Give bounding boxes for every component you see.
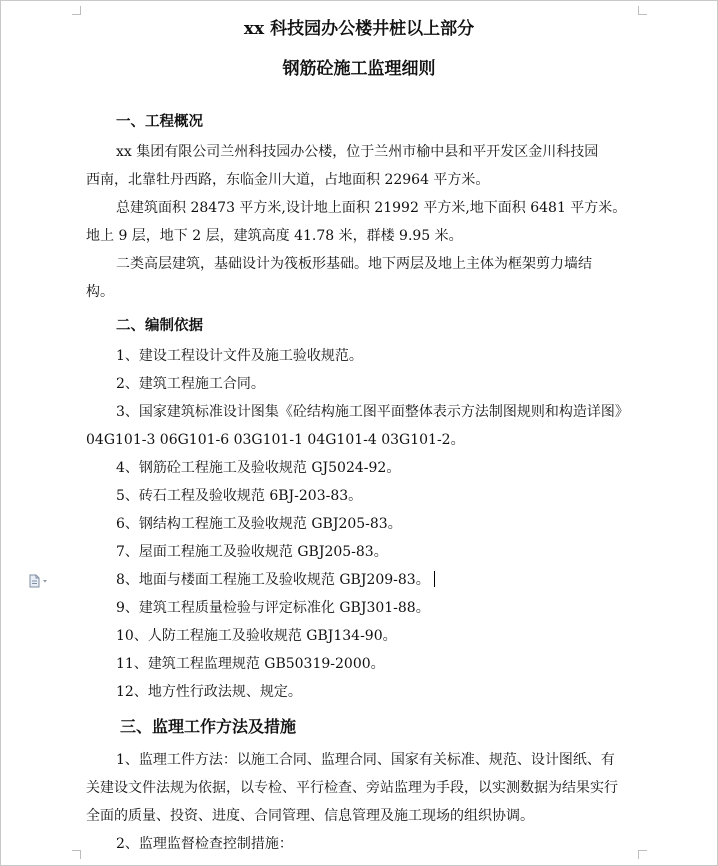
- paragraph-line: 2、监理监督检查控制措施：: [116, 836, 293, 852]
- list-item: 04G101-3 06G101-6 03G101-1 04G101-4 03G101-2。: [86, 432, 465, 448]
- list-item: 7、屋面工程施工及验收规范 GBJ205-83。: [116, 544, 388, 560]
- margin-corner-mark: [72, 850, 81, 859]
- list-item-with-cursor[interactable]: [116, 570, 646, 590]
- section-heading-basis: 二、编制依据: [116, 317, 203, 334]
- paragraph-line: 关建设文件法规为依据，以专检、平行检查、旁站监理为手段，以实测数据为结果实行: [86, 780, 618, 796]
- list-item-text: 8、地面与楼面工程施工及验收规范 GBJ209-83。: [116, 572, 430, 588]
- list-item: 6、钢结构工程施工及验收规范 GBJ205-83。: [116, 516, 402, 532]
- list-item: 10、人防工程施工及验收规范 GBJ134-90。: [116, 628, 397, 644]
- paragraph-line: xx 集团有限公司兰州科技园办公楼，位于兰州市榆中县和平开发区金川科技园: [116, 144, 599, 160]
- paragraph-line: 总建筑面积 28473 平方米,设计地上面积 21992 平方米,地下面积 6481 平方米。: [116, 200, 627, 216]
- paragraph-options-icon[interactable]: [28, 574, 50, 588]
- document-title: xx 科技园办公楼井桩以上部分: [243, 19, 475, 39]
- section-heading-overview: 一、工程概况: [116, 113, 203, 130]
- paragraph-line: 西南，北靠牡丹西路，东临金川大道，占地面积 22964 平方米。: [86, 172, 490, 188]
- section-heading-methods: 三、监理工作方法及措施: [120, 717, 297, 736]
- list-item: 11、建筑工程监理规范 GB50319-2000。: [116, 656, 385, 672]
- paragraph-line: 二类高层建筑，基础设计为筏板形基础。地下两层及地上主体为框架剪力墙结: [116, 256, 592, 272]
- list-item: 9、建筑工程质量检验与评定标准化 GBJ301-88。: [116, 600, 430, 616]
- list-item: 1、建设工程设计文件及施工验收规范。: [116, 348, 363, 364]
- paragraph-line: 地上 9 层，地下 2 层，建筑高度 41.78 米，群楼 9.95 米。: [86, 228, 463, 244]
- paragraph-line: 1、监理工件方法：以施工合同、监理合同、国家有关标准、规范、设计图纸、有: [116, 752, 615, 768]
- paragraph-line: 构。: [86, 284, 114, 300]
- text-cursor: [434, 571, 435, 587]
- paragraph-line: 全面的质量、投资、进度、合同管理、信息管理及施工现场的组织协调。: [86, 808, 534, 824]
- list-item: 2、建筑工程施工合同。: [116, 376, 265, 392]
- list-item: 3、国家建筑标准设计图集《砼结构施工图平面整体表示方法制图规则和构造详图》: [116, 404, 629, 420]
- list-item: 4、钢筋砼工程施工及验收规范 GJ5024-92。: [116, 460, 401, 476]
- list-item: 12、地方性行政法规、规定。: [116, 684, 302, 700]
- list-item: 5、砖石工程及验收规范 6BJ-203-83。: [116, 488, 363, 504]
- document-subtitle: 钢筋砼施工监理细则: [282, 59, 436, 79]
